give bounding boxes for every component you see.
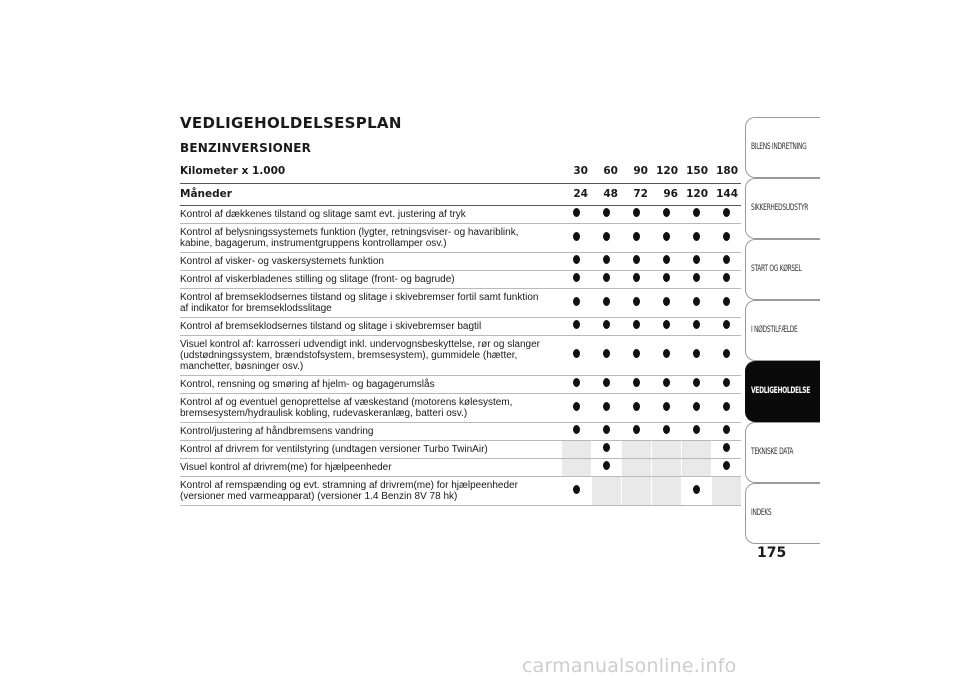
bullet-icon <box>573 255 580 264</box>
bullet-icon <box>573 485 580 494</box>
check-mark-cell <box>711 223 741 252</box>
check-mark-cell <box>591 335 621 375</box>
check-mark-cell <box>681 205 711 223</box>
bullet-icon <box>633 273 640 282</box>
page-title: VEDLIGEHOLDELSESPLAN <box>180 114 402 132</box>
check-description: Kontrol af viskerbladenes stilling og slitage (front- og bagrude) <box>180 270 561 288</box>
check-description: Kontrol af drivrem for ventilstyring (undtagen versioner Turbo TwinAir) <box>180 440 561 458</box>
month-interval: 72 <box>621 183 651 205</box>
bullet-icon <box>663 297 670 306</box>
check-mark-cell <box>591 393 621 422</box>
bullet-icon <box>663 402 670 411</box>
chapter-tab[interactable] <box>745 422 820 483</box>
check-mark-cell <box>561 288 591 317</box>
check-mark-cell <box>561 252 591 270</box>
check-mark-cell <box>561 393 591 422</box>
check-mark-cell <box>561 205 591 223</box>
bullet-icon <box>663 320 670 329</box>
check-mark-cell <box>621 205 651 223</box>
check-mark-cell <box>561 317 591 335</box>
chapter-tab-label: BILENS INDRETNING <box>751 142 807 152</box>
empty-cell <box>651 476 681 505</box>
maintenance-schedule-table <box>180 161 741 506</box>
month-interval: 120 <box>681 183 711 205</box>
bullet-icon <box>663 349 670 358</box>
chapter-tab-label: TEKNISKE DATA <box>751 447 794 457</box>
check-description: Kontrol af og eventuel genoprettelse af væskestand (motorens kølesystem, bremsesystem/hydraulisk kobling, rudevaskeranlæg, batteri osv.) <box>180 393 561 422</box>
check-mark-cell <box>591 270 621 288</box>
check-mark-cell <box>651 393 681 422</box>
check-mark-cell <box>561 270 591 288</box>
bullet-icon <box>603 443 610 452</box>
bullet-icon <box>723 425 730 434</box>
check-mark-cell <box>651 317 681 335</box>
check-mark-cell <box>681 476 711 505</box>
bullet-icon <box>723 297 730 306</box>
check-description: Kontrol af remspænding og evt. stramning af drivrem(me) for hjælpeenheder (versioner med varmeapparat) (versioner 1.4 Benzin 8V 78 hk) <box>180 476 561 505</box>
empty-cell <box>681 440 711 458</box>
check-mark-cell <box>711 288 741 317</box>
month-interval: 96 <box>651 183 681 205</box>
check-mark-cell <box>681 223 711 252</box>
bullet-icon <box>603 232 610 241</box>
check-mark-cell <box>621 270 651 288</box>
bullet-icon <box>693 425 700 434</box>
header-row-kilometers <box>180 161 741 183</box>
check-mark-cell <box>561 223 591 252</box>
empty-cell <box>651 440 681 458</box>
bullet-icon <box>633 320 640 329</box>
table-row <box>180 458 741 476</box>
bullet-icon <box>663 425 670 434</box>
check-description: Visuel kontrol af: karrosseri udvendigt inkl. undervognsbeskyttelse, rør og slanger (udstødningssystem, brændstofsystem, bremsesystem), gummidele (hætter, manchetter, bøsninger osv.) <box>180 335 561 375</box>
bullet-icon <box>723 208 730 217</box>
bullet-icon <box>693 402 700 411</box>
bullet-icon <box>573 297 580 306</box>
bullet-icon <box>693 378 700 387</box>
chapter-tab-label: I NØDSTILFÆLDE <box>751 325 798 335</box>
check-mark-cell <box>591 223 621 252</box>
empty-cell <box>561 440 591 458</box>
check-mark-cell <box>681 252 711 270</box>
check-mark-cell <box>681 317 711 335</box>
bullet-icon <box>693 273 700 282</box>
bullet-icon <box>603 402 610 411</box>
check-mark-cell <box>711 252 741 270</box>
bullet-icon <box>603 320 610 329</box>
check-mark-cell <box>621 252 651 270</box>
empty-cell <box>681 458 711 476</box>
check-mark-cell <box>591 317 621 335</box>
check-mark-cell <box>591 205 621 223</box>
check-mark-cell <box>711 335 741 375</box>
check-mark-cell <box>651 223 681 252</box>
km-interval: 150 <box>681 161 711 183</box>
check-description: Kontrol af bremseklodsernes tilstand og slitage i skivebremser fortil samt funktion af indikator for bremseklodsslitage <box>180 288 561 317</box>
chapter-tab-label: SIKKERHEDSUDSTYR <box>751 203 809 213</box>
chapter-tab[interactable] <box>745 361 820 422</box>
bullet-icon <box>573 273 580 282</box>
check-description: Visuel kontrol af drivrem(me) for hjælpeenheder <box>180 458 561 476</box>
check-mark-cell <box>651 422 681 440</box>
table-row <box>180 476 741 505</box>
check-mark-cell <box>621 335 651 375</box>
bullet-icon <box>633 378 640 387</box>
check-mark-cell <box>561 375 591 393</box>
bullet-icon <box>723 273 730 282</box>
table-row <box>180 205 741 223</box>
check-mark-cell <box>711 393 741 422</box>
bullet-icon <box>723 232 730 241</box>
check-description: Kontrol af bremseklodsernes tilstand og slitage i skivebremser bagtil <box>180 317 561 335</box>
bullet-icon <box>633 255 640 264</box>
bullet-icon <box>573 208 580 217</box>
month-interval: 144 <box>711 183 741 205</box>
header-label-kilometers: Kilometer x 1.000 <box>180 161 561 183</box>
bullet-icon <box>633 349 640 358</box>
chapter-tab[interactable] <box>745 483 820 544</box>
chapter-tab[interactable] <box>745 239 820 300</box>
chapter-tab-label: INDEKS <box>751 508 772 518</box>
check-mark-cell <box>681 335 711 375</box>
bullet-icon <box>603 349 610 358</box>
check-mark-cell <box>711 440 741 458</box>
bullet-icon <box>573 349 580 358</box>
check-mark-cell <box>621 393 651 422</box>
chapter-tabs <box>745 117 820 544</box>
bullet-icon <box>603 273 610 282</box>
table-row <box>180 223 741 252</box>
table-row <box>180 252 741 270</box>
bullet-icon <box>603 297 610 306</box>
bullet-icon <box>633 425 640 434</box>
check-mark-cell <box>711 317 741 335</box>
check-mark-cell <box>711 270 741 288</box>
check-mark-cell <box>621 288 651 317</box>
table-row <box>180 335 741 375</box>
check-mark-cell <box>621 223 651 252</box>
bullet-icon <box>723 320 730 329</box>
chapter-tab[interactable] <box>745 178 820 239</box>
empty-cell <box>621 476 651 505</box>
check-mark-cell <box>681 422 711 440</box>
check-mark-cell <box>651 270 681 288</box>
check-mark-cell <box>561 335 591 375</box>
check-mark-cell <box>651 335 681 375</box>
bullet-icon <box>603 208 610 217</box>
bullet-icon <box>603 378 610 387</box>
bullet-icon <box>723 378 730 387</box>
check-mark-cell <box>621 317 651 335</box>
header-row-months <box>180 183 741 205</box>
check-mark-cell <box>651 205 681 223</box>
table-row <box>180 375 741 393</box>
bullet-icon <box>723 443 730 452</box>
check-mark-cell <box>591 288 621 317</box>
table-row <box>180 288 741 317</box>
check-mark-cell <box>621 375 651 393</box>
bullet-icon <box>633 208 640 217</box>
bullet-icon <box>723 349 730 358</box>
chapter-tab[interactable] <box>745 300 820 361</box>
check-description: Kontrol af belysningssystemets funktion (lygter, retningsviser- og havariblink, kabine, bagagerum, instrumentgruppens kontrollamper osv.) <box>180 223 561 252</box>
empty-cell <box>711 476 741 505</box>
check-mark-cell <box>591 422 621 440</box>
chapter-tab[interactable] <box>745 117 820 178</box>
bullet-icon <box>723 461 730 470</box>
km-interval: 90 <box>621 161 651 183</box>
month-interval: 24 <box>561 183 591 205</box>
check-mark-cell <box>711 422 741 440</box>
bullet-icon <box>693 349 700 358</box>
bullet-icon <box>693 320 700 329</box>
bullet-icon <box>693 297 700 306</box>
check-mark-cell <box>681 288 711 317</box>
table-row <box>180 440 741 458</box>
table-row <box>180 317 741 335</box>
check-mark-cell <box>711 205 741 223</box>
km-interval: 120 <box>651 161 681 183</box>
check-mark-cell <box>621 422 651 440</box>
bullet-icon <box>573 320 580 329</box>
bullet-icon <box>633 232 640 241</box>
section-subtitle: BENZINVERSIONER <box>180 141 312 155</box>
bullet-icon <box>663 378 670 387</box>
check-mark-cell <box>651 252 681 270</box>
check-mark-cell <box>561 422 591 440</box>
bullet-icon <box>603 461 610 470</box>
check-mark-cell <box>651 375 681 393</box>
empty-cell <box>621 440 651 458</box>
page-number: 175 <box>757 545 787 561</box>
check-mark-cell <box>591 375 621 393</box>
bullet-icon <box>663 255 670 264</box>
check-mark-cell <box>711 375 741 393</box>
check-mark-cell <box>591 440 621 458</box>
bullet-icon <box>603 255 610 264</box>
bullet-icon <box>723 402 730 411</box>
chapter-tab-label: START OG KØRSEL <box>751 264 802 274</box>
check-mark-cell <box>651 288 681 317</box>
km-interval: 60 <box>591 161 621 183</box>
check-mark-cell <box>711 458 741 476</box>
check-description: Kontrol af visker- og vaskersystemets funktion <box>180 252 561 270</box>
check-mark-cell <box>681 270 711 288</box>
bullet-icon <box>573 378 580 387</box>
km-interval: 180 <box>711 161 741 183</box>
check-description: Kontrol/justering af håndbremsens vandring <box>180 422 561 440</box>
empty-cell <box>561 458 591 476</box>
bullet-icon <box>663 208 670 217</box>
table-row <box>180 270 741 288</box>
empty-cell <box>591 476 621 505</box>
bullet-icon <box>693 485 700 494</box>
check-mark-cell <box>591 458 621 476</box>
bullet-icon <box>723 255 730 264</box>
km-interval: 30 <box>561 161 591 183</box>
bullet-icon <box>663 232 670 241</box>
bullet-icon <box>603 425 610 434</box>
check-description: Kontrol, rensning og smøring af hjelm- og bagagerumslås <box>180 375 561 393</box>
watermark: carmanualsonline.info <box>522 655 737 677</box>
table-row <box>180 422 741 440</box>
bullet-icon <box>573 425 580 434</box>
bullet-icon <box>633 297 640 306</box>
check-description: Kontrol af dækkenes tilstand og slitage samt evt. justering af tryk <box>180 205 561 223</box>
table-row <box>180 393 741 422</box>
empty-cell <box>651 458 681 476</box>
chapter-tab-label: VEDLIGEHOLDELSE <box>751 386 811 396</box>
bullet-icon <box>573 402 580 411</box>
check-mark-cell <box>681 393 711 422</box>
empty-cell <box>621 458 651 476</box>
bullet-icon <box>573 232 580 241</box>
bullet-icon <box>663 273 670 282</box>
header-label-months: Måneder <box>180 183 561 205</box>
bullet-icon <box>693 208 700 217</box>
month-interval: 48 <box>591 183 621 205</box>
bullet-icon <box>693 232 700 241</box>
check-mark-cell <box>561 476 591 505</box>
check-mark-cell <box>681 375 711 393</box>
bullet-icon <box>693 255 700 264</box>
check-mark-cell <box>591 252 621 270</box>
bullet-icon <box>633 402 640 411</box>
